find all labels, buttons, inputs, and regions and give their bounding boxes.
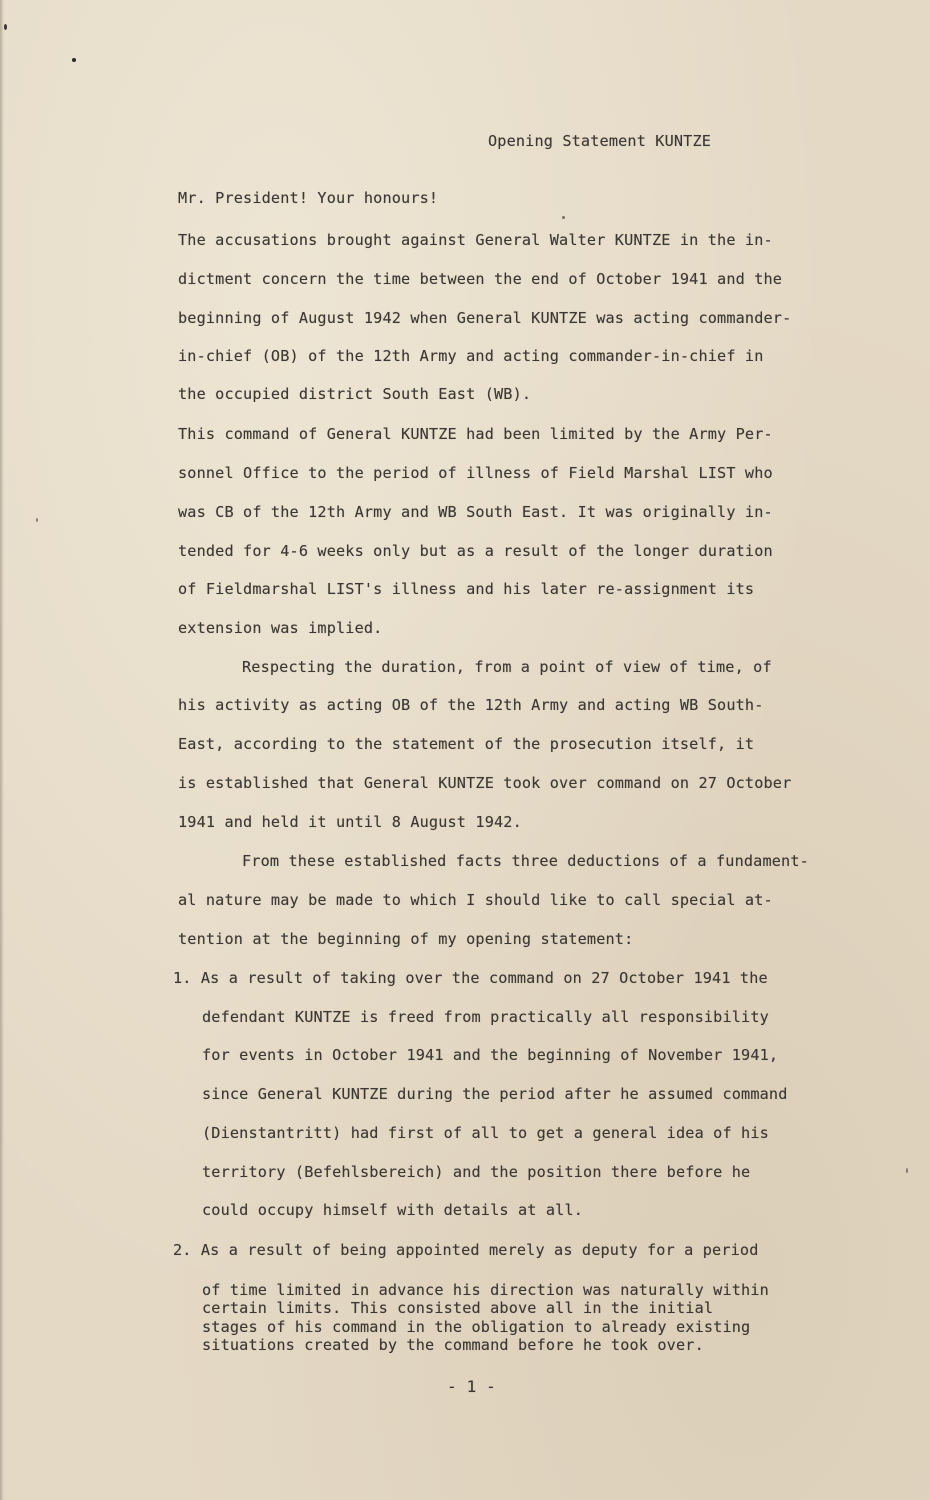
- salutation: Mr. President! Your honours!: [178, 189, 439, 207]
- page-edge-shadow: [0, 0, 4, 1500]
- document-title: Opening Statement KUNTZE: [488, 132, 712, 150]
- text-line: defendant KUNTZE is freed from practically all responsibility: [202, 1008, 769, 1026]
- text-line: tention at the beginning of my opening statement:: [178, 930, 634, 948]
- ink-speck: [72, 58, 76, 62]
- text-line: since General KUNTZE during the period after he assumed command: [202, 1085, 788, 1103]
- text-line: dictment concern the time between the end of October 1941 and the: [178, 270, 783, 288]
- text-line: From these established facts three deductions of a fundament-: [242, 852, 809, 870]
- text-line: the occupied district South East (WB).: [178, 385, 532, 403]
- text-line: beginning of August 1942 when General KUNTZE was acting commander-: [178, 309, 792, 327]
- text-line: of Fieldmarshal LIST's illness and his later re-assignment its: [178, 580, 755, 598]
- text-line: al nature may be made to which I should like to call special at-: [178, 891, 773, 909]
- text-line: for events in October 1941 and the beginning of November 1941,: [202, 1046, 779, 1064]
- ink-speck: [906, 1168, 908, 1173]
- text-line: is established that General KUNTZE took over command on 27 October: [178, 774, 792, 792]
- list-item-1: 1. As a result of taking over the command on 27 October 1941 the: [173, 969, 768, 987]
- text-line: could occupy himself with details at all.: [202, 1201, 584, 1219]
- text-line: Respecting the duration, from a point of view of time, of: [242, 658, 772, 676]
- text-line: extension was implied.: [178, 619, 383, 637]
- ink-speck: [4, 24, 7, 30]
- ink-speck: [36, 518, 38, 522]
- text-line: (Dienstantritt) had first of all to get a general idea of his: [202, 1124, 769, 1142]
- page-number: - 1 -: [447, 1377, 496, 1396]
- text-line: This command of General KUNTZE had been limited by the Army Per-: [178, 425, 773, 443]
- text-line: situations created by the command before he took over.: [202, 1336, 704, 1354]
- text-line: tended for 4-6 weeks only but as a result of the longer duration: [178, 542, 773, 560]
- text-line: stages of his command in the obligation to already existing: [202, 1318, 751, 1336]
- text-line: certain limits. This consisted above all in the initial: [202, 1299, 714, 1317]
- text-line: of time limited in advance his direction was naturally within: [202, 1281, 769, 1299]
- text-line: East, according to the statement of the prosecution itself, it: [178, 735, 755, 753]
- text-line: sonnel Office to the period of illness of Field Marshal LIST who: [178, 464, 773, 482]
- text-line: in-chief (OB) of the 12th Army and acting commander-in-chief in: [178, 347, 764, 365]
- text-line: his activity as acting OB of the 12th Army and acting WB South-: [178, 696, 764, 714]
- text-line: territory (Befehlsbereich) and the position there before he: [202, 1163, 751, 1181]
- text-line: 1941 and held it until 8 August 1942.: [178, 813, 522, 831]
- ink-speck: [562, 216, 565, 219]
- text-line: was CB of the 12th Army and WB South East. It was originally in-: [178, 503, 773, 521]
- text-line: The accusations brought against General Walter KUNTZE in the in-: [178, 231, 773, 249]
- list-item-2: 2. As a result of being appointed merely as deputy for a period: [173, 1241, 759, 1259]
